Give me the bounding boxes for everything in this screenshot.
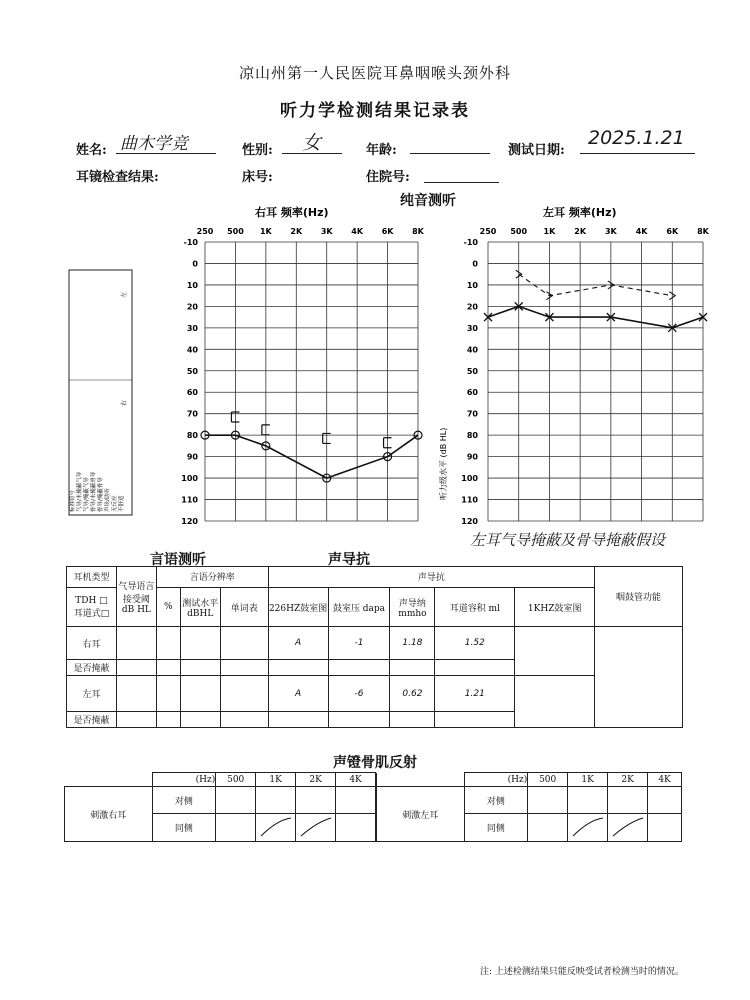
left-freq-tick-3: 2K bbox=[574, 227, 587, 236]
reflex-freq-500-left: 500 bbox=[528, 773, 568, 787]
reflex-mark-1k bbox=[257, 814, 295, 838]
right-freq-tick-3: 2K bbox=[290, 227, 303, 236]
reflex-freq-1k: 1K bbox=[256, 773, 296, 787]
left-db-tick-3: 20 bbox=[466, 302, 478, 312]
right-masked-label: 是否掩蔽 bbox=[67, 660, 117, 676]
contra-label-left: 对侧 bbox=[464, 787, 528, 814]
age-label: 年龄: bbox=[366, 143, 397, 158]
right-compliance-value: 1.18 bbox=[390, 627, 435, 660]
left-db-tick-6: 50 bbox=[466, 366, 478, 376]
left-db-tick-0: -10 bbox=[463, 238, 478, 247]
reflex-left-table bbox=[376, 772, 682, 842]
left-db-tick-12: 110 bbox=[461, 495, 478, 505]
impedance-inner-header: 声导抗 bbox=[268, 567, 594, 588]
right-db-tick-4: 30 bbox=[186, 323, 198, 333]
legend-col-right: 右 bbox=[121, 399, 128, 406]
left-pressure-value: -6 bbox=[328, 676, 390, 712]
left-series-0-line bbox=[488, 306, 703, 327]
ipsi-label: 同侧 bbox=[152, 814, 216, 842]
sex-field[interactable] bbox=[282, 132, 342, 154]
left-db-tick-9: 80 bbox=[466, 431, 478, 441]
reflex-mark-2k bbox=[297, 814, 335, 838]
handwritten-note: 左耳气导掩蔽及骨导掩蔽假设 bbox=[470, 531, 666, 549]
left-compliance-value: 0.62 bbox=[390, 676, 435, 712]
left-db-tick-2: 10 bbox=[466, 280, 478, 290]
right-db-tick-1: 0 bbox=[192, 259, 198, 269]
right-freq-tick-5: 4K bbox=[351, 227, 364, 236]
left-db-tick-11: 100 bbox=[461, 474, 478, 484]
speech-impedance-table bbox=[66, 566, 683, 728]
right-db-tick-8: 70 bbox=[186, 409, 198, 419]
ear-type-header: 耳机类型 bbox=[67, 567, 117, 588]
right-freq-tick-7: 8K bbox=[412, 227, 424, 236]
left-freq-tick-5: 4K bbox=[635, 227, 648, 236]
reflex-mark-1k-left bbox=[569, 814, 607, 838]
headphone-options[interactable]: TDH □ 耳道式□ bbox=[67, 587, 117, 626]
left-masked-label: 是否掩蔽 bbox=[67, 712, 117, 728]
right-tympanogram-type: A bbox=[268, 627, 328, 660]
reflex-right-table bbox=[64, 772, 376, 842]
right-db-tick-9: 80 bbox=[186, 431, 198, 441]
ac-threshold-header: 气导语言接受阈 dB HL bbox=[116, 567, 156, 627]
legend-label-2: 气导/掩蔽气导 bbox=[84, 477, 90, 512]
left-db-tick-4: 30 bbox=[466, 323, 478, 333]
right-freq-tick-6: 6K bbox=[381, 227, 394, 236]
left-freq-tick-2: 1K bbox=[543, 227, 556, 236]
legend-label-6: 无反应 bbox=[112, 495, 118, 512]
reflex-mark-2k-left bbox=[609, 814, 647, 838]
left-volume-value: 1.21 bbox=[435, 676, 515, 712]
right-db-tick-10: 90 bbox=[186, 452, 198, 462]
legend-label-4: 骨导/掩蔽骨导 bbox=[98, 477, 104, 512]
right-db-tick-12: 110 bbox=[181, 495, 198, 505]
footer-note: 注: 上述检测结果只能反映受试者检测当时的情况。 bbox=[480, 967, 684, 977]
right-db-tick-6: 50 bbox=[186, 366, 198, 376]
bed-label: 床号: bbox=[242, 170, 273, 185]
right-db-tick-3: 20 bbox=[186, 302, 198, 312]
otoscopy-label: 耳镜检查结果: bbox=[76, 170, 159, 185]
ipsi-label-left: 同侧 bbox=[464, 814, 528, 842]
left-freq-tick-0: 250 bbox=[479, 227, 497, 236]
tympanogram-1k-header: 1KHZ鼓室图 bbox=[515, 587, 595, 626]
legend-label-0: 标准符号 bbox=[70, 489, 76, 512]
reflex-freq-2k-left: 2K bbox=[608, 773, 648, 787]
left-freq-tick-4: 3K bbox=[604, 227, 617, 236]
age-field[interactable] bbox=[410, 135, 490, 154]
right-freq-tick-1: 500 bbox=[227, 227, 244, 236]
contra-label: 对侧 bbox=[152, 787, 216, 814]
percent-header: % bbox=[156, 587, 180, 626]
reflex-freq-2k: 2K bbox=[296, 773, 336, 787]
name-value: 曲木学竞 bbox=[120, 134, 188, 154]
right-db-tick-5: 40 bbox=[186, 345, 198, 355]
volume-header: 耳道容积 ml bbox=[435, 587, 515, 626]
right-db-tick-11: 100 bbox=[181, 474, 198, 484]
reflex-freq-500: 500 bbox=[216, 773, 256, 787]
right-ear-audiogram bbox=[181, 205, 424, 526]
right-db-tick-7: 60 bbox=[186, 388, 198, 398]
test-level-header: 测试水平dBHL bbox=[180, 587, 220, 626]
speech-title: 言语测听 bbox=[150, 552, 206, 568]
reflex-freq-1k-left: 1K bbox=[568, 773, 608, 787]
name-field[interactable] bbox=[116, 135, 216, 154]
right-freq-tick-4: 3K bbox=[320, 227, 333, 236]
reflex-freq-4k-left: 4K bbox=[648, 773, 682, 787]
right-ear-label: 右耳 bbox=[67, 627, 117, 660]
right-freq-tick-2: 1K bbox=[259, 227, 272, 236]
right-volume-value: 1.52 bbox=[435, 627, 515, 660]
legend-label-7: 不舒适 bbox=[119, 495, 125, 512]
form-title: 听力学检测结果记录表 bbox=[280, 101, 470, 121]
date-field[interactable] bbox=[580, 127, 695, 154]
reflex-hz-label-left: (Hz) bbox=[464, 773, 528, 787]
legend-label-1: 气导/未掩蔽气导 bbox=[77, 471, 83, 512]
reflex-title: 声镫骨肌反射 bbox=[333, 755, 417, 771]
pure-tone-title: 纯音测听 bbox=[400, 193, 456, 209]
sex-label: 性别: bbox=[242, 143, 273, 158]
tympanogram-226-header: 226HZ鼓室图 bbox=[268, 587, 328, 626]
word-list-header: 单词表 bbox=[220, 587, 268, 626]
inpatient-field[interactable] bbox=[424, 164, 499, 183]
sex-value: 女 bbox=[302, 132, 322, 154]
right-freq-tick-0: 250 bbox=[196, 227, 214, 236]
hospital-name: 凉山州第一人民医院耳鼻咽喉头颈外科 bbox=[238, 64, 511, 82]
left-db-tick-13: 120 bbox=[461, 517, 478, 526]
eustachian-header: 咽鼓管功能 bbox=[595, 567, 683, 627]
left-ear-chart-title: 左耳 频率(Hz) bbox=[543, 206, 617, 219]
stim-right-label: 刺激右耳 bbox=[65, 787, 153, 842]
left-db-tick-8: 70 bbox=[466, 409, 478, 419]
legend-label-5: 声场/助听 bbox=[105, 488, 111, 512]
left-freq-tick-1: 500 bbox=[510, 227, 528, 236]
y-axis-label: 听力级水平 (dB HL) bbox=[439, 427, 448, 500]
date-label: 测试日期: bbox=[508, 143, 565, 158]
left-tympanogram-type: A bbox=[268, 676, 328, 712]
legend-label-3: 骨导/未掩蔽骨导 bbox=[91, 471, 97, 512]
discrimination-header: 言语分辨率 bbox=[156, 567, 268, 588]
left-db-tick-10: 90 bbox=[466, 452, 478, 462]
left-db-tick-5: 40 bbox=[466, 345, 478, 355]
compliance-header: 声导纳 mmho bbox=[390, 587, 435, 626]
left-freq-tick-7: 8K bbox=[697, 227, 709, 236]
stim-left-label: 刺激左耳 bbox=[377, 787, 465, 842]
reflex-freq-4k: 4K bbox=[336, 773, 376, 787]
name-label: 姓名: bbox=[76, 143, 107, 158]
right-ear-chart-title: 右耳 频率(Hz) bbox=[255, 206, 329, 219]
left-db-tick-1: 0 bbox=[472, 259, 478, 269]
inpatient-label: 住院号: bbox=[366, 170, 410, 185]
right-pressure-value: -1 bbox=[328, 627, 390, 660]
right-db-tick-2: 10 bbox=[186, 280, 198, 290]
legend-col-left: 左 bbox=[121, 291, 128, 298]
left-ear-audiogram bbox=[438, 205, 710, 526]
impedance-title: 声导抗 bbox=[328, 552, 370, 568]
date-value: 2025.1.21 bbox=[588, 127, 685, 149]
left-db-tick-7: 60 bbox=[466, 388, 478, 398]
symbol-legend bbox=[68, 270, 132, 515]
right-db-tick-13: 120 bbox=[181, 517, 198, 526]
right-db-tick-0: -10 bbox=[183, 238, 198, 247]
left-ear-label: 左耳 bbox=[67, 676, 117, 712]
reflex-hz-label: (Hz) bbox=[152, 773, 216, 787]
left-freq-tick-6: 6K bbox=[666, 227, 679, 236]
audiogram-area bbox=[0, 200, 750, 560]
pressure-header: 鼓室压 dapa bbox=[328, 587, 390, 626]
